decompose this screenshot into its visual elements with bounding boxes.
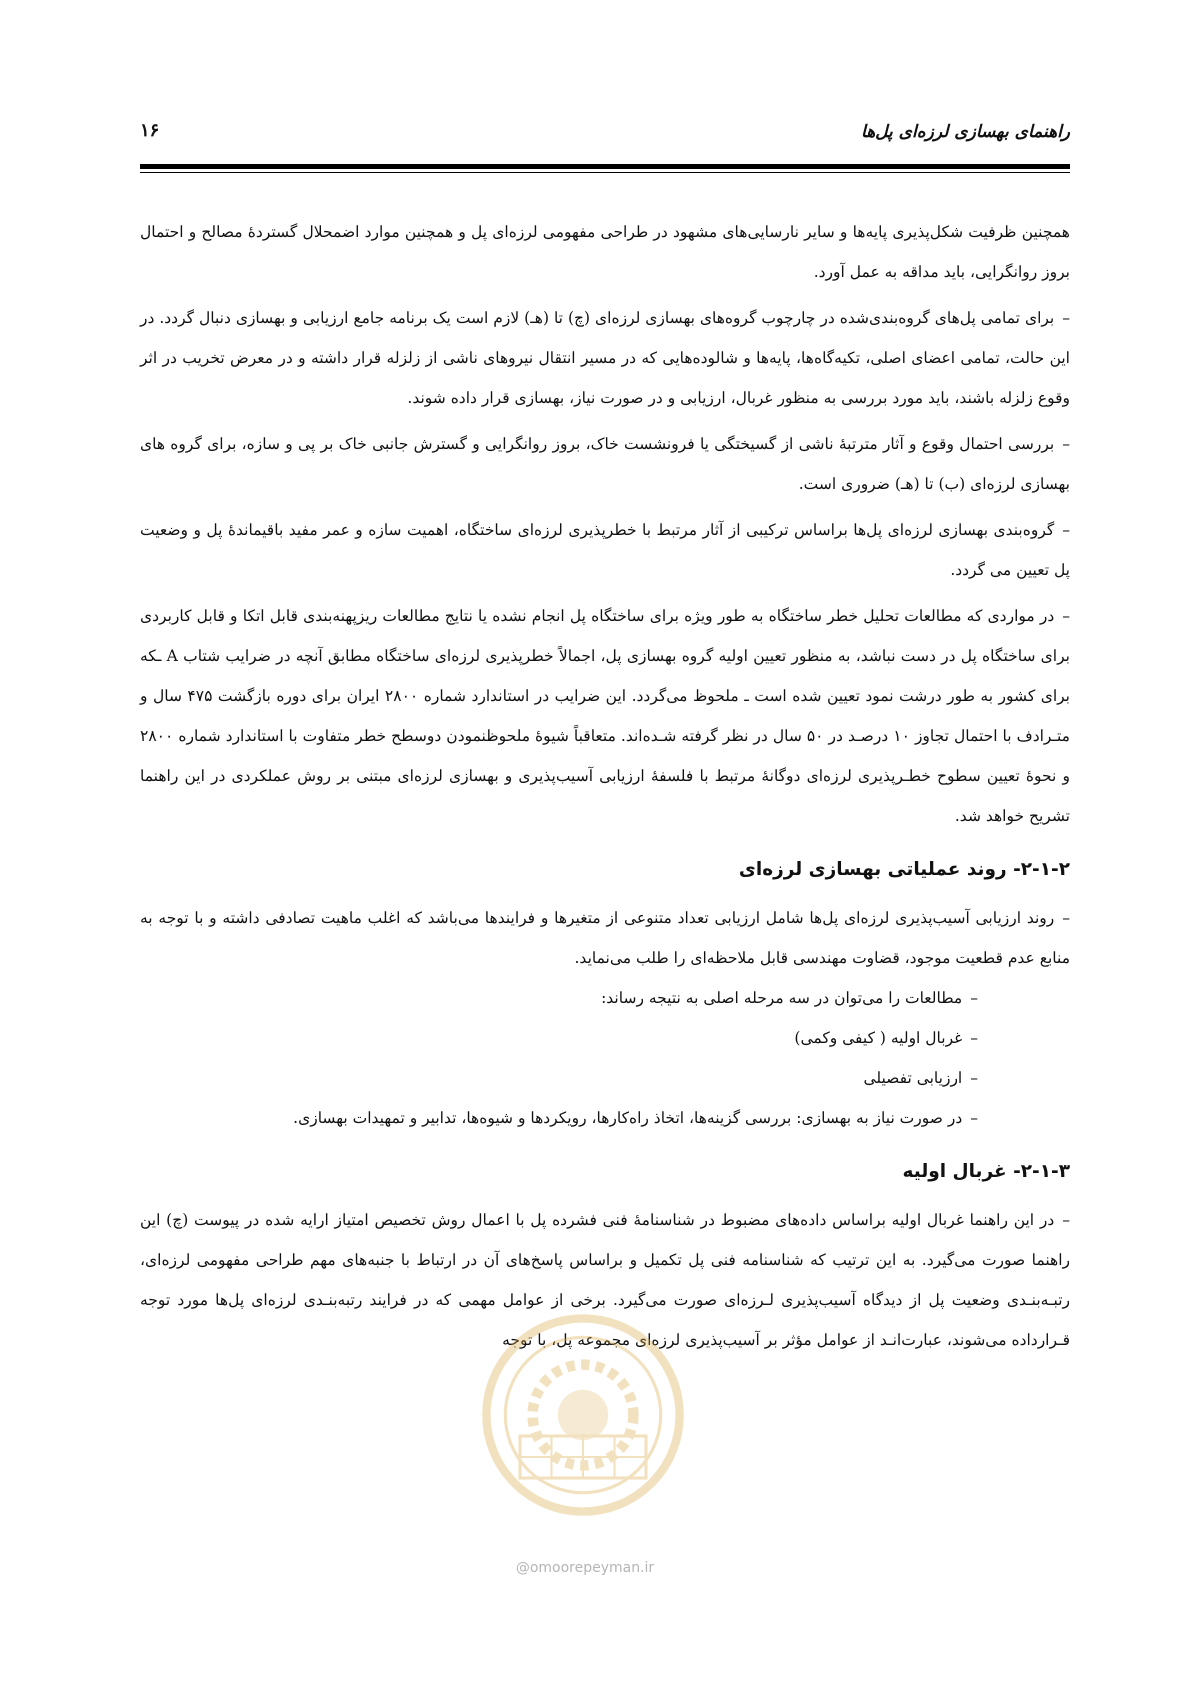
watermark-text: @omoorepeyman.ir <box>515 1560 655 1576</box>
bullet-item: –در مواردی که مطالعات تحلیل خطر ساختگاه به طور ویژه برای ساختگاه پل انجام نشده یا نتایج مطالعات ریزپهنه‌بندی قابل اتکا و قابل کاربردی برای ساختگاه پل در دست نباشد، به منظور تعیین اولیه گروه بهسازی پل، اجمالاً خطرپذیری لرزه‌ای ساختگاه مطابق آنچه در ضرایب شتاب A ـکه برای کشور به طور درشت نمود تعیین شده است ـ ملحوظ می‌گردد. این ضرایب در استاندارد شماره ۲۸۰۰ ایران برای دوره بازگشت ۴۷۵ سال و متـرادف با احتمال تجاوز ۱۰ درصـد در ۵۰ سال در نظر گرفته شـده‌اند. متعاقباً شیوهٔ ملحوظنمودن دوسطح خطر متفاوت با استاندارد شماره ۲۸۰۰ و نحوهٔ تعیین سطوح خطـرپذیری لرزه‌ای دوگانهٔ مرتبط با فلسفهٔ ارزیابی آسیب‌پذیری و بهسازی لرزه‌ای مبتنی بر روش عملکردی در این راهنما تشریح خواهد شد. <box>140 607 1070 825</box>
bullet-dash: – <box>1062 309 1070 327</box>
page-number: ۱۶ <box>140 120 160 141</box>
bullet-dash: – <box>1062 909 1070 927</box>
sub-list-item: –مطالعات را می‌توان در سه مرحله اصلی به نتیجه رساند: <box>601 989 978 1007</box>
bullet-dash: – <box>970 1069 978 1087</box>
sub-list-item: –در صورت نیاز به بهسازی: بررسی گزینه‌ها، اتخاذ راه‌کارها، رویکردها و شیوه‌ها، تدابیر و تمهیدات بهسازی. <box>293 1109 978 1127</box>
bullet-dash: – <box>1062 521 1070 539</box>
sub-list-item: –ارزیابی تفصیلی <box>863 1069 978 1087</box>
page-header <box>140 118 1070 148</box>
section-heading-2-1-3: ۲-۱-۳- غربال اولیه <box>902 1161 1070 1182</box>
bullet-dash: – <box>970 1029 978 1047</box>
page-content <box>140 212 1070 1360</box>
bullet-item: –در این راهنما غربال اولیه براساس داده‌های مضبوط در شناسنامهٔ فنی فشرده پل با اعمال روش تخصیص امتیاز ارایه شده در پیوست (چ) این راهنما صورت می‌گیرد. به این ترتیب که شناسنامه فنی پل تکمیل و براساس پاسخ‌های آن در ارتباط با جنبه‌های مهم طراحی مفهومی لرزه‌ای، رتبـه‌بنـدی وضعیت پل از دیدگاه آسیب‌پذیری لـرزه‌ای صورت می‌گیرد. برخی از عوامل مهمی که در فرایند رتبه‌بنـدی لرزه‌ای پل‌ها مورد توجه قـرارداده می‌شوند، عبارت‌انـد از عوامل مؤثر بر آسیب‌پذیری لرزه‌ای مجموعه پل، با توجه <box>140 1211 1070 1349</box>
bullet-dash: – <box>970 1109 978 1127</box>
header-rule-thick <box>140 164 1070 169</box>
bullet-item: –بررسی احتمال وقوع و آثار مترتبهٔ ناشی از گسیختگی یا فرونشست خاک، بروز روانگرایی و گسترش جانبی خاک بر پی و سازه، برای گروه های بهسازی لرزه‌ای (ب) تا (هـ) ضروری است. <box>140 435 1070 493</box>
bullet-item: –برای تمامی پل‌های گروه‌بندی‌شده در چارچوب گروه‌های بهسازی لرزه‌ای (چ) تا (هـ) لازم است یک برنامه جامع ارزیابی و بهسازی دنبال گردد. در این حالت، تمامی اعضای اصلی، تکیه‌گاه‌ها، پایه‌ها و شالوده‌هایی که در مسیر انتقال نیروهای ناشی از زلزله قرار داشته و در معرض تخریب در اثر وقوع زلزله باشند، باید مورد بررسی به منظور غربال، ارزیابی و در صورت نیاز، بهسازی قرار داده شوند. <box>140 309 1070 407</box>
sub-list-item: –غربال اولیه ( کیفی وکمی) <box>794 1029 978 1047</box>
section-heading-2-1-2: ۲-۱-۲- روند عملیاتی بهسازی لرزه‌ای <box>738 859 1070 880</box>
bullet-dash: – <box>1062 435 1070 453</box>
bullet-item: –گروه‌بندی بهسازی لرزه‌ای پل‌ها براساس ترکیبی از آثار مرتبط با خطرپذیری لرزه‌ای ساختگاه، اهمیت سازه و عمر مفید باقیماندهٔ پل و وضعیت پل تعیین می گردد. <box>140 521 1070 579</box>
intro-paragraph: همچنین ظرفیت شکل‌پذیری پایه‌ها و سایر نارسایی‌های مشهود در طراحی مفهومی لرزه‌ای پل و همچنین موارد اضمحلال گستردهٔ مصالح و احتمال بروز روانگرایی، باید مداقه به عمل آورد. <box>140 223 1070 281</box>
bullet-dash: – <box>1062 1211 1070 1229</box>
bullet-dash: – <box>970 989 978 1007</box>
running-title: راهنمای بهسازی لرزه‌ای پل‌ها <box>861 122 1070 142</box>
bullet-dash: – <box>1062 607 1070 625</box>
bullet-item: –روند ارزیابی آسیب‌پذیری لرزه‌ای پل‌ها شامل ارزیابی تعداد متنوعی از متغیرها و فرایندها می‌باشد که اغلب ماهیت تصادفی داشته و با توجه به منابع عدم قطعیت موجود، قضاوت مهندسی قابل ملاحظه‌ای را طلب می‌نماید. <box>140 909 1070 967</box>
header-rule-thin <box>140 172 1070 173</box>
